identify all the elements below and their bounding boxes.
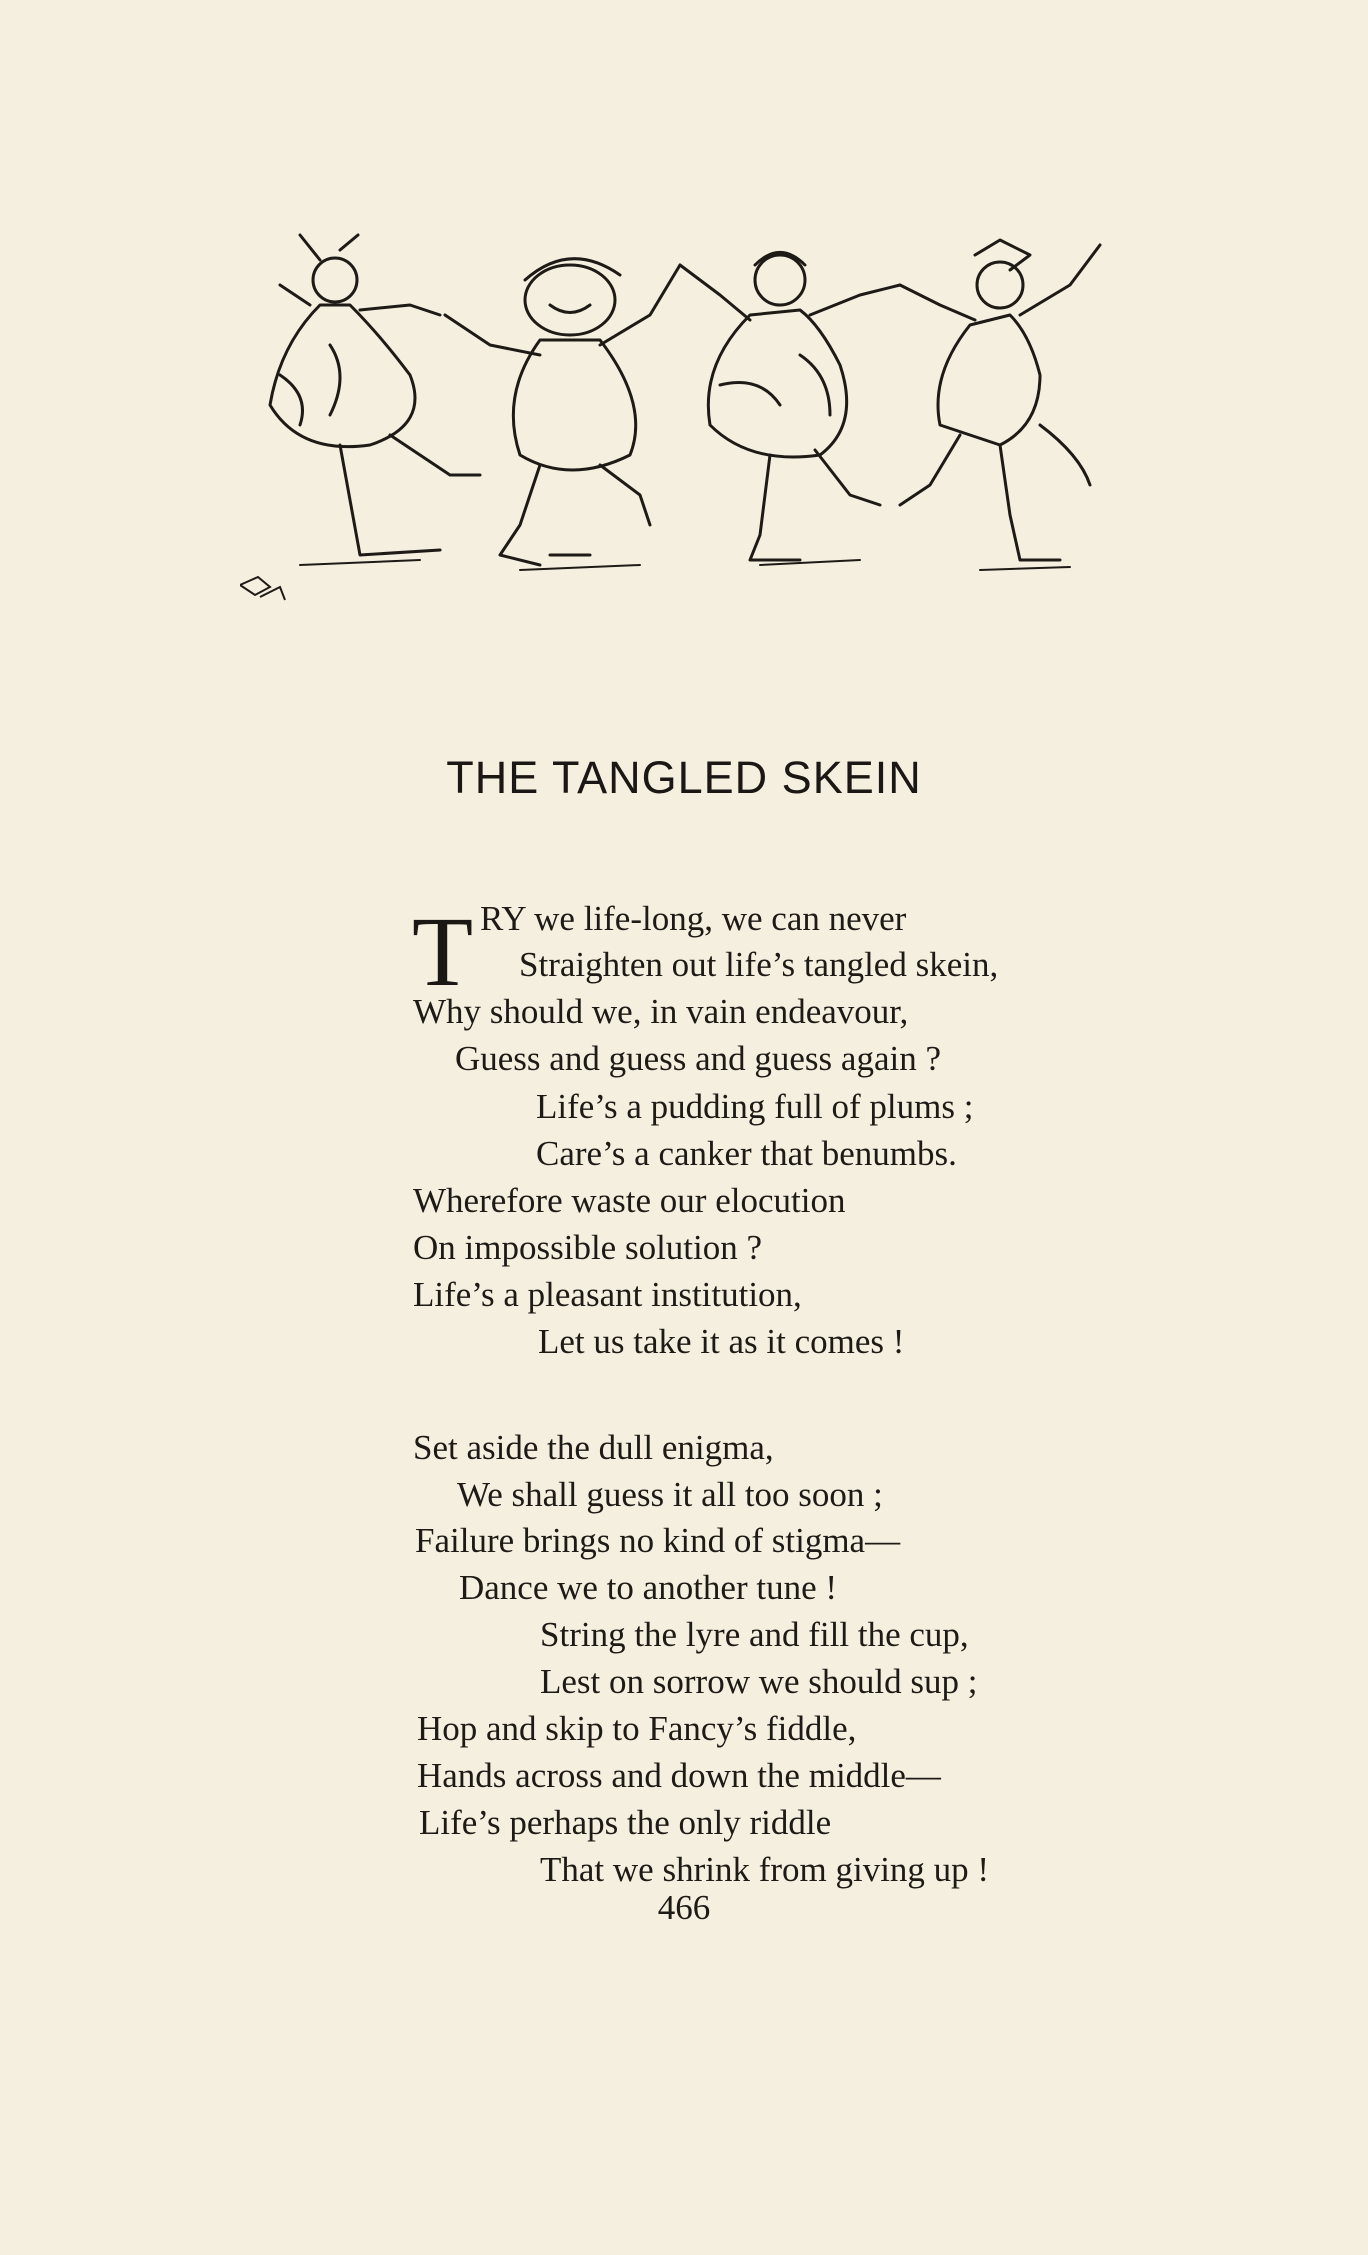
poem-line: Let us take it as it comes ! bbox=[538, 1322, 905, 1361]
poem-line: Failure brings no kind of stigma— bbox=[415, 1521, 901, 1560]
poem-line: Dance we to another tune ! bbox=[459, 1568, 838, 1607]
poem-line: Set aside the dull enigma, bbox=[413, 1428, 774, 1467]
poem-line: Life’s perhaps the only riddle bbox=[419, 1803, 832, 1842]
dancer-figure bbox=[680, 253, 900, 561]
poem-line: That we shrink from giving up ! bbox=[540, 1850, 990, 1889]
page-number: 466 bbox=[657, 1888, 711, 1927]
poem-line: Lest on sorrow we should sup ; bbox=[540, 1662, 978, 1701]
poem-line: String the lyre and fill the cup, bbox=[540, 1615, 969, 1654]
drop-cap-letter: T bbox=[412, 896, 474, 1007]
poem-line: Guess and guess and guess again ? bbox=[455, 1039, 942, 1078]
poem-title: THE TANGLED SKEIN bbox=[446, 752, 922, 803]
poem-line: Hands across and down the middle— bbox=[417, 1756, 941, 1795]
poem-line: We shall guess it all too soon ; bbox=[457, 1475, 883, 1514]
poem-line: Wherefore waste our elocution bbox=[413, 1181, 846, 1220]
poem-line: RY we life-long, we can never bbox=[480, 899, 907, 938]
dancer-figure bbox=[900, 240, 1100, 560]
artist-monogram-icon bbox=[240, 577, 285, 600]
poem-line: Hop and skip to Fancy’s fiddle, bbox=[417, 1709, 857, 1748]
dancer-figure bbox=[445, 259, 680, 565]
dancer-figure bbox=[270, 235, 480, 555]
dancing-figures-illustration bbox=[240, 225, 1200, 615]
poem-line: Why should we, in vain endeavour, bbox=[413, 992, 909, 1031]
poem-line: Care’s a canker that benumbs. bbox=[536, 1134, 957, 1173]
poem-line: Life’s a pudding full of plums ; bbox=[536, 1087, 974, 1126]
poem-line: Straighten out life’s tangled skein, bbox=[519, 945, 999, 984]
poem-line: On impossible solution ? bbox=[413, 1228, 763, 1267]
poem-line: Life’s a pleasant institution, bbox=[413, 1275, 802, 1314]
